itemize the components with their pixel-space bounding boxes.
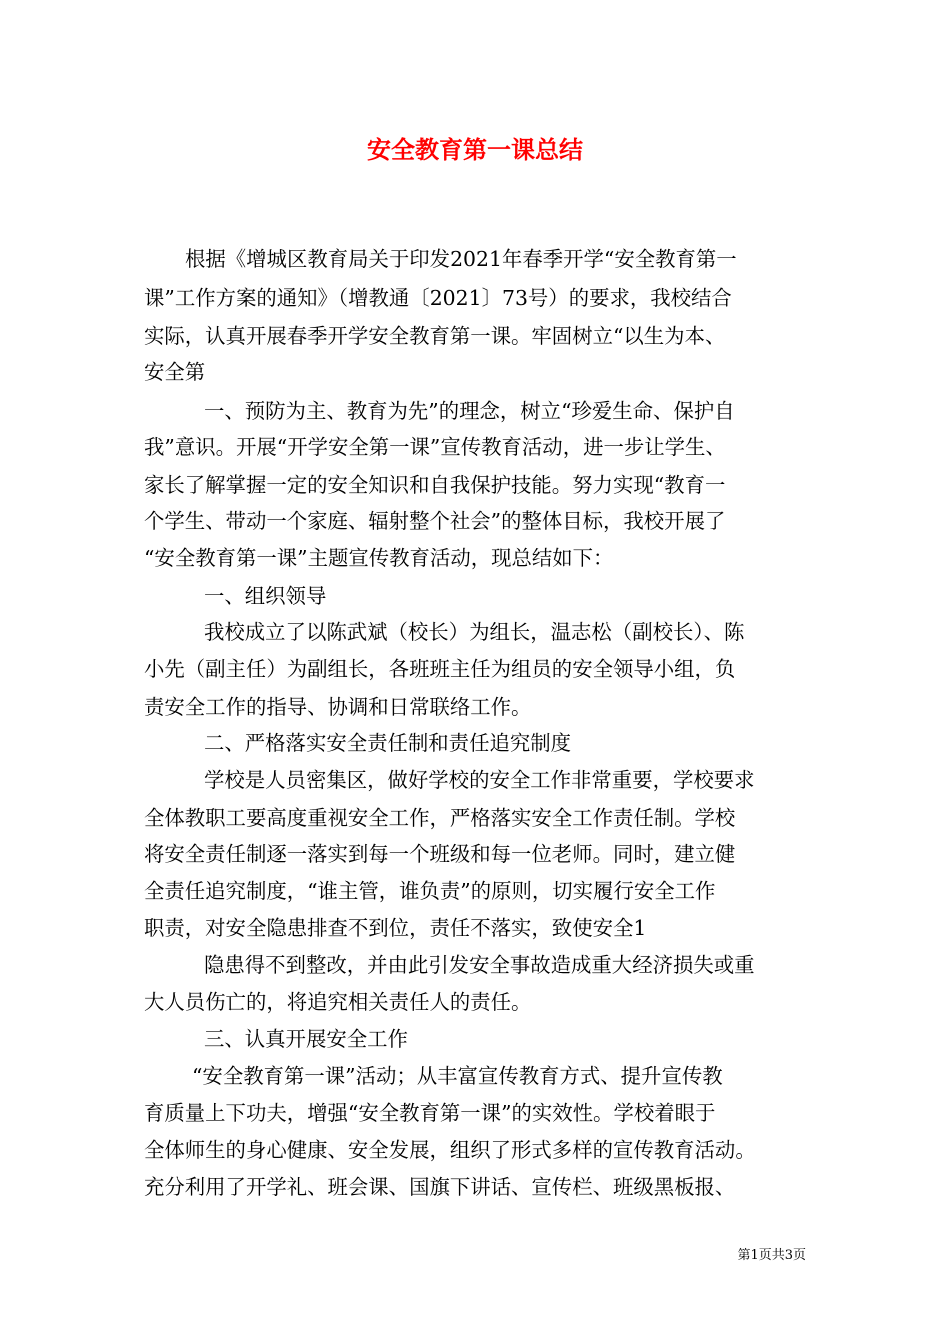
body-line: 全体师生的身心健康、安全发展，组织了形式多样的宣传教育活动。 xyxy=(144,1138,756,1162)
page-number: 第1页共3页 xyxy=(737,1248,806,1263)
section-heading: 一、组织领导 xyxy=(204,584,327,608)
body-line: “安全教育第一课”活动；从丰富宣传教育方式、提升宣传教 xyxy=(192,1064,723,1088)
section-heading: 三、认真开展安全工作 xyxy=(204,1027,408,1051)
body-line: 我”意识。开展“开学安全第一课”宣传教育活动，进一步让学生、 xyxy=(144,435,726,459)
body-line: 育质量上下功夫，增强“安全教育第一课”的实效性。学校着眼于 xyxy=(144,1101,716,1125)
body-line: 小先（副主任）为副组长，各班班主任为组员的安全领导小组，负 xyxy=(144,657,736,681)
body-line: 安全第 xyxy=(144,360,206,384)
body-line: 隐患得不到整改，并由此引发安全事故造成重大经济损失或重 xyxy=(204,953,755,977)
body-line: 课”工作方案的通知》（增教通〔2021〕73号）的要求，我校结合 xyxy=(144,286,732,310)
body-line: 我校成立了以陈武斌（校长）为组长，温志松（副校长）、陈 xyxy=(204,620,745,644)
body-line: 家长了解掌握一定的安全知识和自我保护技能。努力实现“教育一 xyxy=(144,473,726,497)
body-line: 将安全责任制逐一落实到每一个班级和每一位老师。同时，建立健 xyxy=(144,842,736,866)
body-line: 实际，认真开展春季开学安全教育第一课。牢固树立“以生为本、 xyxy=(144,324,726,348)
body-line: 学校是人员密集区，做好学校的安全工作非常重要，学校要求 xyxy=(204,768,755,792)
body-line: 一、预防为主、教育为先”的理念，树立“珍爱生命、保护自 xyxy=(204,399,735,423)
body-line: 根据《增城区教育局关于印发2021年春季开学“安全教育第一 xyxy=(185,247,737,271)
body-line: 责安全工作的指导、协调和日常联络工作。 xyxy=(144,695,532,719)
body-line: 大人员伤亡的，将追究相关责任人的责任。 xyxy=(144,990,532,1014)
body-line: 全责任追究制度，“谁主管，谁负责”的原则，切实履行安全工作 xyxy=(144,879,716,903)
body-line: “安全教育第一课”主题宣传教育活动，现总结如下： xyxy=(144,546,614,570)
document-title: 安全教育第一课总结 xyxy=(367,136,583,164)
body-line: 充分利用了开学礼、班会课、国旗下讲话、宣传栏、班级黑板报、 xyxy=(144,1175,736,1199)
section-heading: 二、严格落实安全责任制和责任追究制度 xyxy=(204,731,572,755)
body-line: 个学生、带动一个家庭、辐射整个社会”的整体目标，我校开展了 xyxy=(144,509,726,533)
body-line: 职责，对安全隐患排查不到位，责任不落实，致使安全1 xyxy=(144,916,647,940)
body-line: 全体教职工要高度重视安全工作，严格落实安全工作责任制。学校 xyxy=(144,806,736,830)
